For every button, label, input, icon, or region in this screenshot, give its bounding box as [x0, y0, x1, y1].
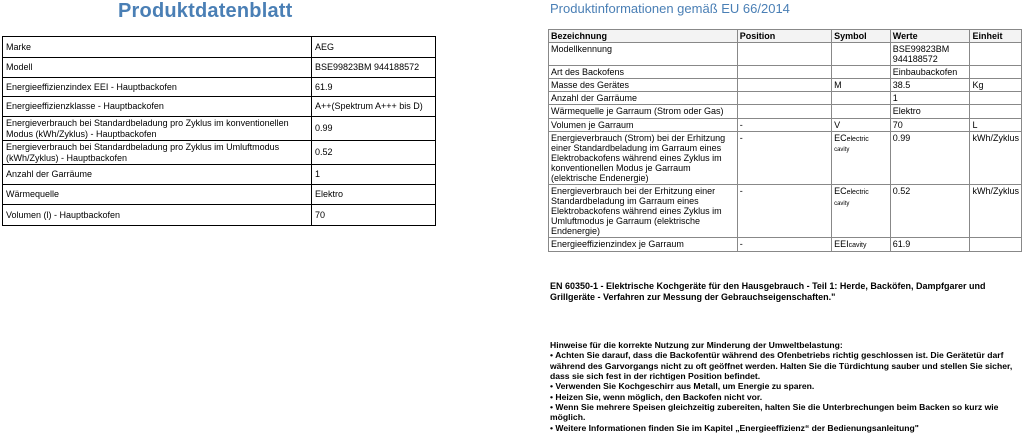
cell [970, 92, 1022, 105]
row-label: Volumen (l) - Hauptbackofen [3, 205, 312, 226]
symbol-sub2: cavity [834, 147, 850, 154]
col-header-position: Position [737, 30, 831, 43]
datasheet-table [2, 36, 436, 226]
table-row [3, 141, 436, 165]
row-value: 1 [312, 165, 436, 185]
col-header-werte: Werte [890, 30, 970, 43]
cell: Energieeffizienzindex je Garraum [549, 238, 738, 252]
datasheet-title: Produktdatenblatt [118, 0, 293, 22]
table-row [549, 66, 1022, 79]
cell: Kg [970, 79, 1022, 92]
cell: V [832, 118, 891, 131]
symbol-sub: electric [846, 189, 869, 197]
row-value: BSE99823BM 944188572 [312, 58, 436, 78]
row-label: Energieeffizienzklasse - Hauptbackofen [3, 97, 312, 117]
cell [832, 92, 891, 105]
norm-reference: EN 60350-1 - Elektrische Kochgeräte für den Hausgebrauch - Teil 1: Herde, Backöfen, Dampfgarer und Grillgeräte - Verfahren zur Messung der Gebrauchseigenschaften." [550, 281, 986, 302]
cell-symbol [832, 185, 891, 238]
table-row [3, 58, 436, 78]
cell [970, 238, 1022, 252]
cell [737, 66, 831, 79]
symbol-sub: electric [846, 135, 869, 143]
row-value: 61.9 [312, 78, 436, 97]
row-value: 0.52 [312, 141, 436, 165]
hints-heading: Hinweise für die korrekte Nutzung zur Minderung der Umweltbelastung: [550, 340, 843, 350]
table-header-row [549, 30, 1022, 43]
table-row [3, 205, 436, 226]
cell: 0.99 [890, 131, 970, 184]
cell: Art des Backofens [549, 66, 738, 79]
table-row [3, 97, 436, 117]
cell [832, 43, 891, 66]
product-info-title: Produktinformationen gemäß EU 66/2014 [550, 1, 790, 16]
table-row [3, 117, 436, 141]
cell [970, 66, 1022, 79]
row-value: Elektro [312, 185, 436, 205]
cell [832, 66, 891, 79]
row-label: Modell [3, 58, 312, 78]
cell: Energieverbrauch (Strom) bei der Erhitzung einer Standardbeladung im Garraum eines Elektrobackofens während eines Zyklus im konventionellen Modus je Garraum (elektrische Endenergie) [549, 131, 738, 184]
table-row [549, 105, 1022, 118]
hint-item: • Heizen Sie, wenn möglich, den Backofen nicht vor. [550, 391, 763, 402]
cell [970, 105, 1022, 118]
col-header-symbol: Symbol [832, 30, 891, 43]
cell-symbol [832, 238, 891, 252]
cell [737, 92, 831, 105]
cell: Einbaubackofen [890, 66, 970, 79]
col-header-einheit: Einheit [970, 30, 1022, 43]
cell: 70 [890, 118, 970, 131]
table-row [3, 185, 436, 205]
cell: - [737, 185, 831, 238]
row-value: 0.99 [312, 117, 436, 141]
table-row [549, 238, 1022, 252]
table-row [549, 118, 1022, 131]
cell: L [970, 118, 1022, 131]
symbol-sub2: cavity [834, 200, 850, 207]
table-row [3, 78, 436, 97]
row-label: Energieeffizienzindex EEI - Hauptbackofen [3, 78, 312, 97]
cell [737, 105, 831, 118]
cell: - [737, 238, 831, 252]
cell: kWh/Zyklus [970, 185, 1022, 238]
symbol-sub: cavity [848, 242, 867, 250]
cell [970, 43, 1022, 66]
cell: 61.9 [890, 238, 970, 252]
row-value: 70 [312, 205, 436, 226]
table-row [549, 131, 1022, 184]
cell: - [737, 118, 831, 131]
hint-item: • Wenn Sie mehrere Speisen gleichzeitig zubereiten, halten Sie die Unterbrechungen beim Backen so kurz wie möglich. [550, 401, 999, 423]
cell: Energieverbrauch bei der Erhitzung einer Standardbeladung im Garraum eines Elektrobackofens während eines Zyklus im Umluftmodus je Garraum (elektrische Endenergie) [549, 185, 738, 238]
cell: Masse des Gerätes [549, 79, 738, 92]
row-label: Wärmequelle [3, 185, 312, 205]
cell [737, 79, 831, 92]
cell: BSE99823BM 944188572 [890, 43, 970, 66]
cell: Volumen je Garraum [549, 118, 738, 131]
eu-product-info-table [548, 29, 1022, 252]
row-value: A++(Spektrum A+++ bis D) [312, 97, 436, 117]
symbol-main: EC [834, 186, 847, 197]
cell: 38.5 [890, 79, 970, 92]
cell: Modellkennung [549, 43, 738, 66]
table-row [3, 37, 436, 58]
table-row [549, 79, 1022, 92]
cell [832, 105, 891, 118]
hint-item: • Verwenden Sie Kochgeschirr aus Metall, um Energie zu sparen. [550, 381, 815, 392]
cell: 0.52 [890, 185, 970, 238]
cell: 1 [890, 92, 970, 105]
row-label: Energieverbrauch bei Standardbeladung pro Zyklus im Umluftmodus (kWh/Zyklus) - Hauptbackofen [3, 141, 312, 165]
hint-item: • Weitere Informationen finden Sie im Kapitel „Energieeffizienz“ der Bedienungsanleitung" [550, 422, 919, 433]
row-label: Marke [3, 37, 312, 58]
usage-hints [550, 340, 1020, 433]
cell: M [832, 79, 891, 92]
cell-symbol [832, 131, 891, 184]
symbol-main: EC [834, 132, 847, 143]
cell: - [737, 131, 831, 184]
cell: kWh/Zyklus [970, 131, 1022, 184]
table-row [549, 43, 1022, 66]
cell [737, 43, 831, 66]
col-header-bezeichnung: Bezeichnung [549, 30, 738, 43]
table-row [549, 92, 1022, 105]
cell: Anzahl der Garräume [549, 92, 738, 105]
symbol-main: EEI [834, 239, 849, 250]
table-row [549, 185, 1022, 238]
row-value: AEG [312, 37, 436, 58]
table-row [3, 165, 436, 185]
cell: Wärmequelle je Garraum (Strom oder Gas) [549, 105, 738, 118]
hint-item: • Achten Sie darauf, dass die Backofentür während des Ofenbetriebs richtig geschlossen ist. Die Gerätetür darf während des Garvorgangs nicht zu oft geöffnet werden. Halten Sie die Türdichtung sauber und stellen Sie sicher, dass sie sich fest in der richtigen Position befindet. [550, 350, 1013, 381]
row-label: Energieverbrauch bei Standardbeladung pro Zyklus im konventionellen Modus (kWh/Zyklus) - Hauptbackofen [3, 117, 312, 141]
cell: Elektro [890, 105, 970, 118]
row-label: Anzahl der Garräume [3, 165, 312, 185]
